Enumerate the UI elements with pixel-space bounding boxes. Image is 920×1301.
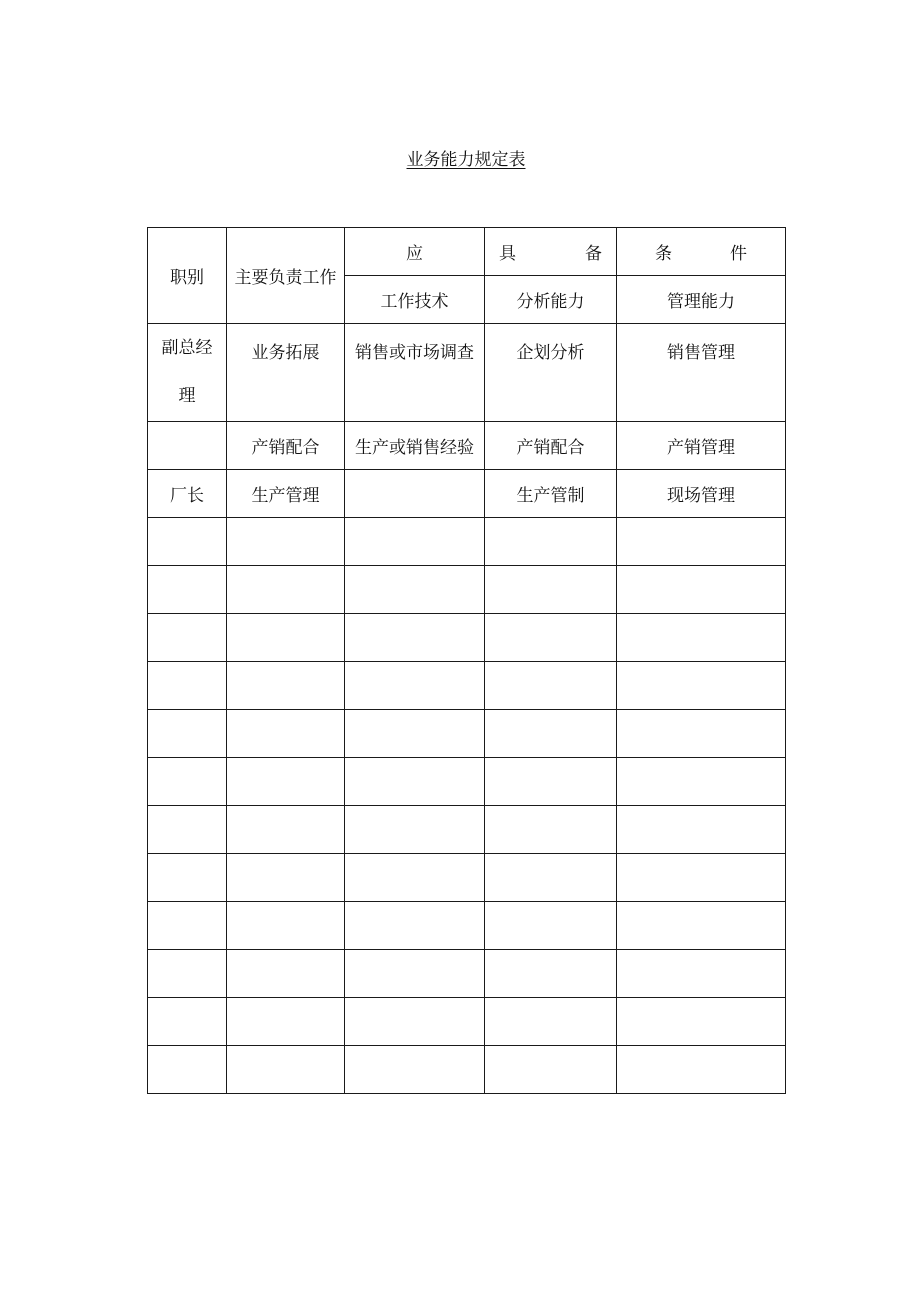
- header-analysis-ability: 分析能力: [485, 276, 617, 324]
- table-row: [148, 324, 786, 422]
- table-row-empty: [148, 1046, 786, 1094]
- table-row: [148, 470, 786, 518]
- empty-cell: [227, 854, 345, 902]
- empty-cell: [617, 662, 786, 710]
- header-main-duty: 主要负责工作: [227, 228, 345, 324]
- header-group-char: 备: [585, 244, 602, 264]
- empty-cell: [345, 662, 485, 710]
- cell-tech: 生产或销售经验: [345, 422, 485, 470]
- empty-cell: [617, 710, 786, 758]
- cell-analysis: 生产管制: [485, 470, 617, 518]
- empty-cell: [227, 710, 345, 758]
- empty-cell: [485, 854, 617, 902]
- empty-cell: [617, 566, 786, 614]
- empty-cell: [148, 614, 227, 662]
- empty-cell: [617, 806, 786, 854]
- header-group-cell-2: [485, 228, 617, 276]
- table-row-empty: [148, 662, 786, 710]
- empty-cell: [148, 758, 227, 806]
- empty-cell: [227, 902, 345, 950]
- empty-cell: [485, 998, 617, 1046]
- empty-cell: [617, 614, 786, 662]
- empty-cell: [227, 1046, 345, 1094]
- empty-cell: [148, 854, 227, 902]
- header-group-cell-3: [617, 228, 786, 276]
- header-work-technique: 工作技术: [345, 276, 485, 324]
- empty-cell: [345, 518, 485, 566]
- empty-cell: [345, 902, 485, 950]
- empty-cell: [617, 950, 786, 998]
- empty-cell: [345, 950, 485, 998]
- empty-cell: [617, 1046, 786, 1094]
- header-group-cell-1: [345, 228, 485, 276]
- header-row-1: [148, 228, 786, 276]
- table-row-empty: [148, 710, 786, 758]
- empty-cell: [148, 1046, 227, 1094]
- empty-cell: [617, 518, 786, 566]
- empty-cell: [485, 806, 617, 854]
- empty-cell: [345, 806, 485, 854]
- empty-cell: [148, 806, 227, 854]
- table-row-empty: [148, 614, 786, 662]
- table-row-empty: [148, 758, 786, 806]
- table-row-empty: [148, 854, 786, 902]
- empty-cell: [485, 710, 617, 758]
- empty-cell: [485, 662, 617, 710]
- empty-cell: [345, 854, 485, 902]
- empty-cell: [227, 566, 345, 614]
- empty-cell: [485, 950, 617, 998]
- cell-position: [148, 324, 227, 422]
- empty-cell: [227, 518, 345, 566]
- cell-analysis: 企划分析: [485, 324, 617, 422]
- position-line: 副总经: [161, 338, 213, 358]
- cell-position: [148, 422, 227, 470]
- empty-cell: [485, 566, 617, 614]
- empty-cell: [485, 902, 617, 950]
- table-row-empty: [148, 998, 786, 1046]
- cell-analysis: 产销配合: [485, 422, 617, 470]
- cell-tech: [345, 470, 485, 518]
- page-title: 业务能力规定表: [406, 150, 526, 170]
- empty-cell: [148, 950, 227, 998]
- table-row-empty: [148, 806, 786, 854]
- empty-cell: [345, 566, 485, 614]
- empty-cell: [485, 518, 617, 566]
- empty-cell: [485, 614, 617, 662]
- empty-cell: [345, 758, 485, 806]
- table-row-empty: [148, 518, 786, 566]
- table-row-empty: [148, 566, 786, 614]
- empty-cell: [485, 758, 617, 806]
- cell-management: 产销管理: [617, 422, 786, 470]
- empty-cell: [345, 614, 485, 662]
- empty-cell: [617, 854, 786, 902]
- table-row-empty: [148, 902, 786, 950]
- empty-cell: [148, 518, 227, 566]
- empty-cell: [617, 998, 786, 1046]
- empty-cell: [148, 902, 227, 950]
- table-row-empty: [148, 950, 786, 998]
- empty-cell: [345, 1046, 485, 1094]
- header-group-char: 具: [499, 244, 516, 264]
- header-group-char: 应: [406, 244, 423, 264]
- empty-cell: [148, 566, 227, 614]
- cell-management: 销售管理: [617, 324, 786, 422]
- position-line: 理: [178, 386, 196, 406]
- cell-duty: 产销配合: [227, 422, 345, 470]
- empty-cell: [148, 710, 227, 758]
- header-position: 职别: [148, 228, 227, 324]
- empty-cell: [148, 998, 227, 1046]
- empty-cell: [227, 758, 345, 806]
- header-group-char: 条: [655, 244, 672, 264]
- empty-cell: [227, 662, 345, 710]
- cell-duty: 生产管理: [227, 470, 345, 518]
- cell-management: 现场管理: [617, 470, 786, 518]
- empty-cell: [345, 998, 485, 1046]
- empty-cell: [345, 710, 485, 758]
- cell-tech: 销售或市场调查: [345, 324, 485, 422]
- empty-cell: [227, 614, 345, 662]
- header-management-ability: 管理能力: [617, 276, 786, 324]
- cell-duty: 业务拓展: [227, 324, 345, 422]
- empty-cell: [227, 950, 345, 998]
- empty-cell: [227, 998, 345, 1046]
- empty-cell: [617, 902, 786, 950]
- cell-position: 厂长: [148, 470, 227, 518]
- empty-cell: [617, 758, 786, 806]
- table-row: [148, 422, 786, 470]
- empty-cell: [485, 1046, 617, 1094]
- ability-requirements-table: [147, 227, 786, 1094]
- empty-cell: [148, 662, 227, 710]
- header-group-char: 件: [730, 244, 747, 264]
- empty-cell: [227, 806, 345, 854]
